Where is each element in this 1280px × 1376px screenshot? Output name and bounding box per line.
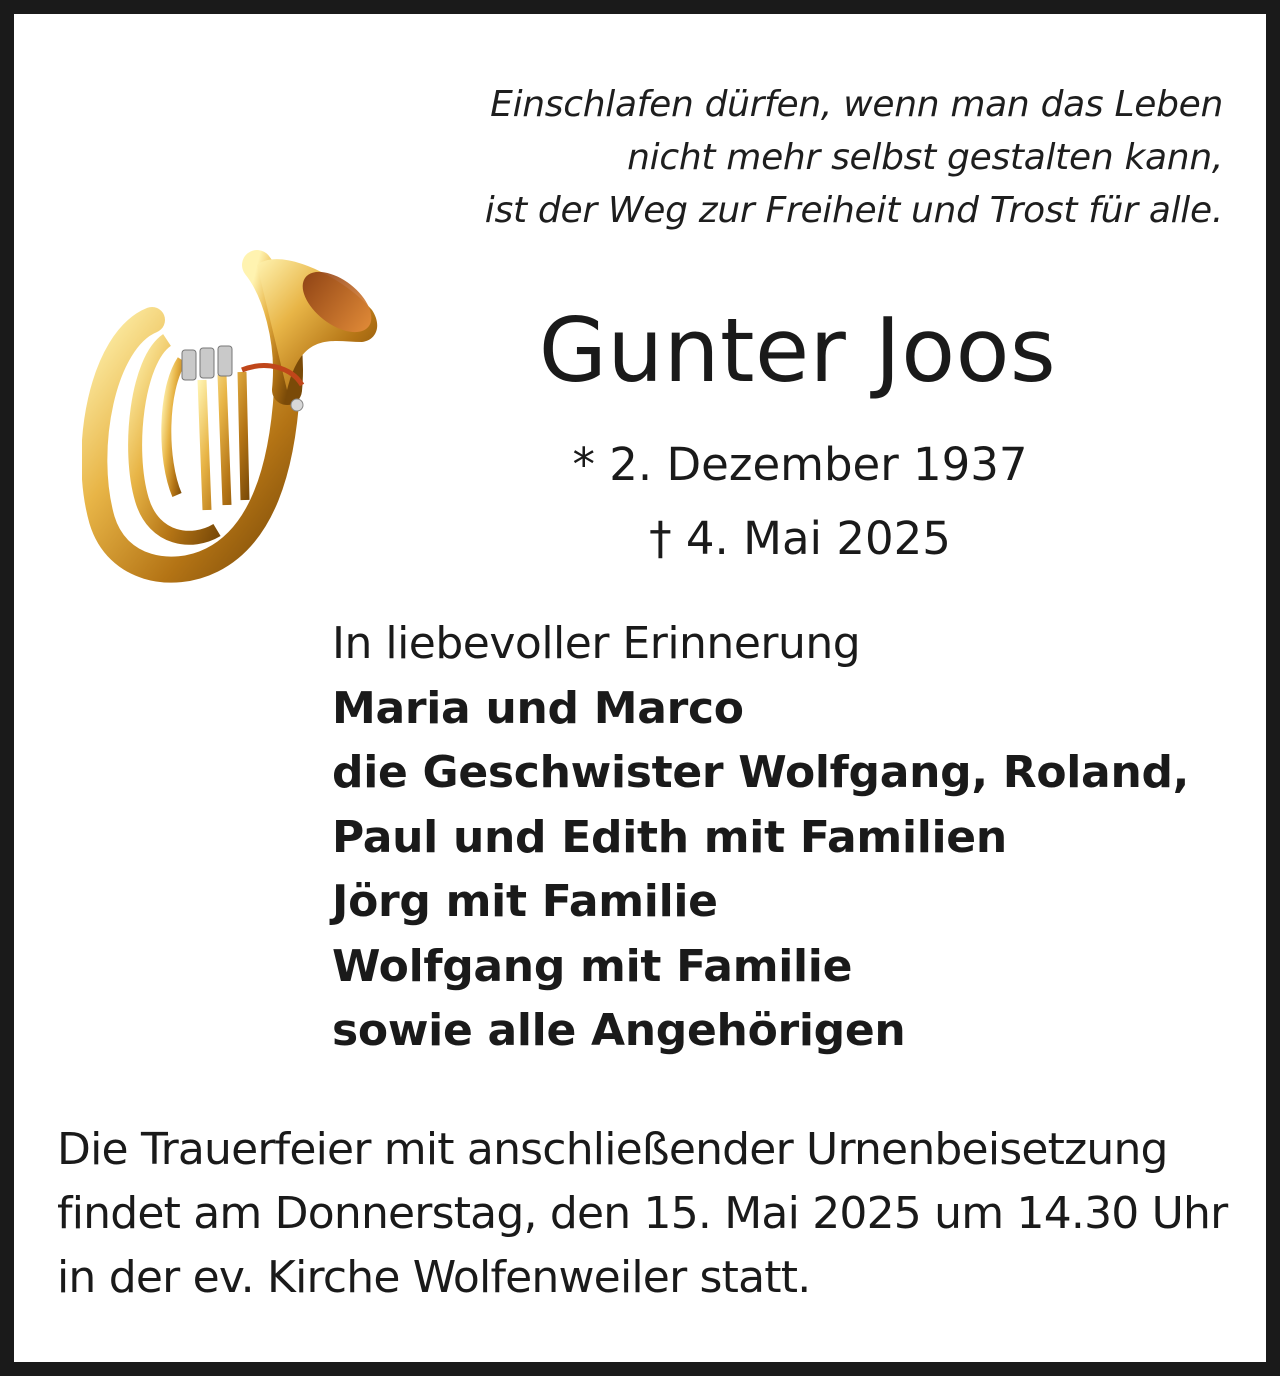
quote-line: nicht mehr selbst gestalten kann, — [627, 137, 1223, 178]
mourners-intro: In liebevoller Erinnerung — [332, 618, 861, 669]
quote-line: Einschlafen dürfen, wenn man das Leben — [490, 84, 1223, 125]
ceremony-line: in der ev. Kirche Wolfenweiler statt. — [57, 1252, 811, 1303]
mourner-line: Jörg mit Familie — [332, 876, 718, 927]
birth-date: * 2. Dezember 1937 — [572, 438, 1028, 491]
ceremony-notice — [57, 1118, 1227, 1310]
quote-line: ist der Weg zur Freiheit und Trost für alle. — [484, 190, 1223, 231]
mourner-line: Wolfgang mit Familie — [332, 940, 853, 992]
ceremony-line: findet am Donnerstag, den 15. Mai 2025 um 14.30 Uhr — [57, 1188, 1228, 1239]
ceremony-line: Die Trauerfeier mit anschließender Urnenbeisetzung — [57, 1124, 1168, 1175]
memorial-quote — [485, 78, 1223, 237]
mourner-line: Paul und Edith mit Familien — [332, 811, 1007, 863]
mourner-line: die Geschwister Wolfgang, Roland, — [332, 747, 1190, 798]
deceased-name: Gunter Joos — [538, 299, 1057, 402]
death-date: † 4. Mai 2025 — [649, 512, 951, 565]
life-dates — [0, 428, 1280, 576]
mourners-block — [332, 612, 1189, 1064]
mourner-line: sowie alle Angehörigen — [332, 1005, 906, 1056]
mourner-line: Maria und Marco — [332, 682, 744, 734]
